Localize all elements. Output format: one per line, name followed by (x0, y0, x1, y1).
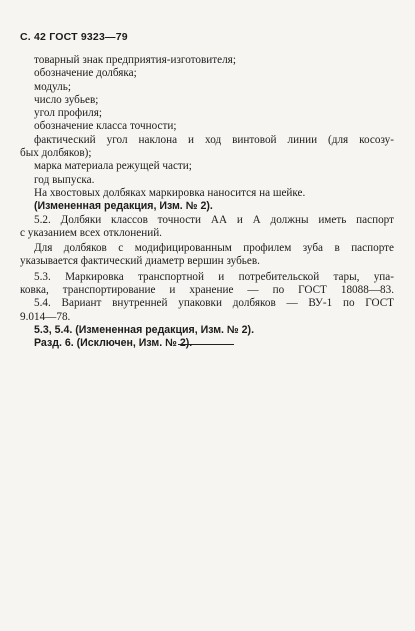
text-line: указывается фактический диаметр вершин зубьев. (20, 255, 260, 268)
text-line: марка материала режущей части; (34, 160, 192, 173)
text-line: Для долбяков с модифицированным профилем зуба в паспорте (34, 242, 394, 255)
text-line: число зубьев; (34, 93, 99, 106)
text-line: бых долбяков); (20, 147, 92, 160)
text-line: фактический угол наклона и ход винтовой линии (для косозу- (34, 133, 394, 146)
text-line: 5.3. Маркировка транспортной и потребительской тары, упа- (34, 270, 394, 283)
text-line: обозначение класса точности; (34, 120, 177, 133)
amendment-note: 5.3, 5.4. (Измененная редакция, Изм. № 2). (34, 323, 255, 336)
amendment-note: (Измененная редакция, Изм. № 2). (34, 200, 213, 213)
text-line: обозначение долбяка; (34, 67, 137, 80)
text-line: 5.2. Долбяки классов точности АА и А должны иметь паспорт (34, 213, 394, 226)
text-line: ковка, транспортирование и хранение — по ГОСТ 18088—83. (20, 284, 394, 297)
page-header: С. 42 ГОСТ 9323—79 (20, 31, 128, 43)
text-line: товарный знак предприятия-изготовителя; (34, 54, 236, 66)
separator-rule (178, 344, 234, 345)
text-line: 5.4. Вариант внутренней упаковки долбяков — ВУ-1 по ГОСТ (34, 297, 394, 310)
text-line: угол профиля; (34, 107, 102, 120)
text-line: модуль; (34, 80, 71, 93)
text-line: На хвостовых долбяках маркировка наносится на шейке. (34, 186, 306, 199)
text-line: с указанием всех отклонений. (20, 226, 162, 239)
document-body (20, 54, 394, 351)
excluded-section-note: Разд. 6. (Исключен, Изм. № 2). (34, 337, 193, 350)
text-line: 9.014—78. (20, 310, 71, 323)
text-line: год выпуска. (34, 173, 95, 186)
